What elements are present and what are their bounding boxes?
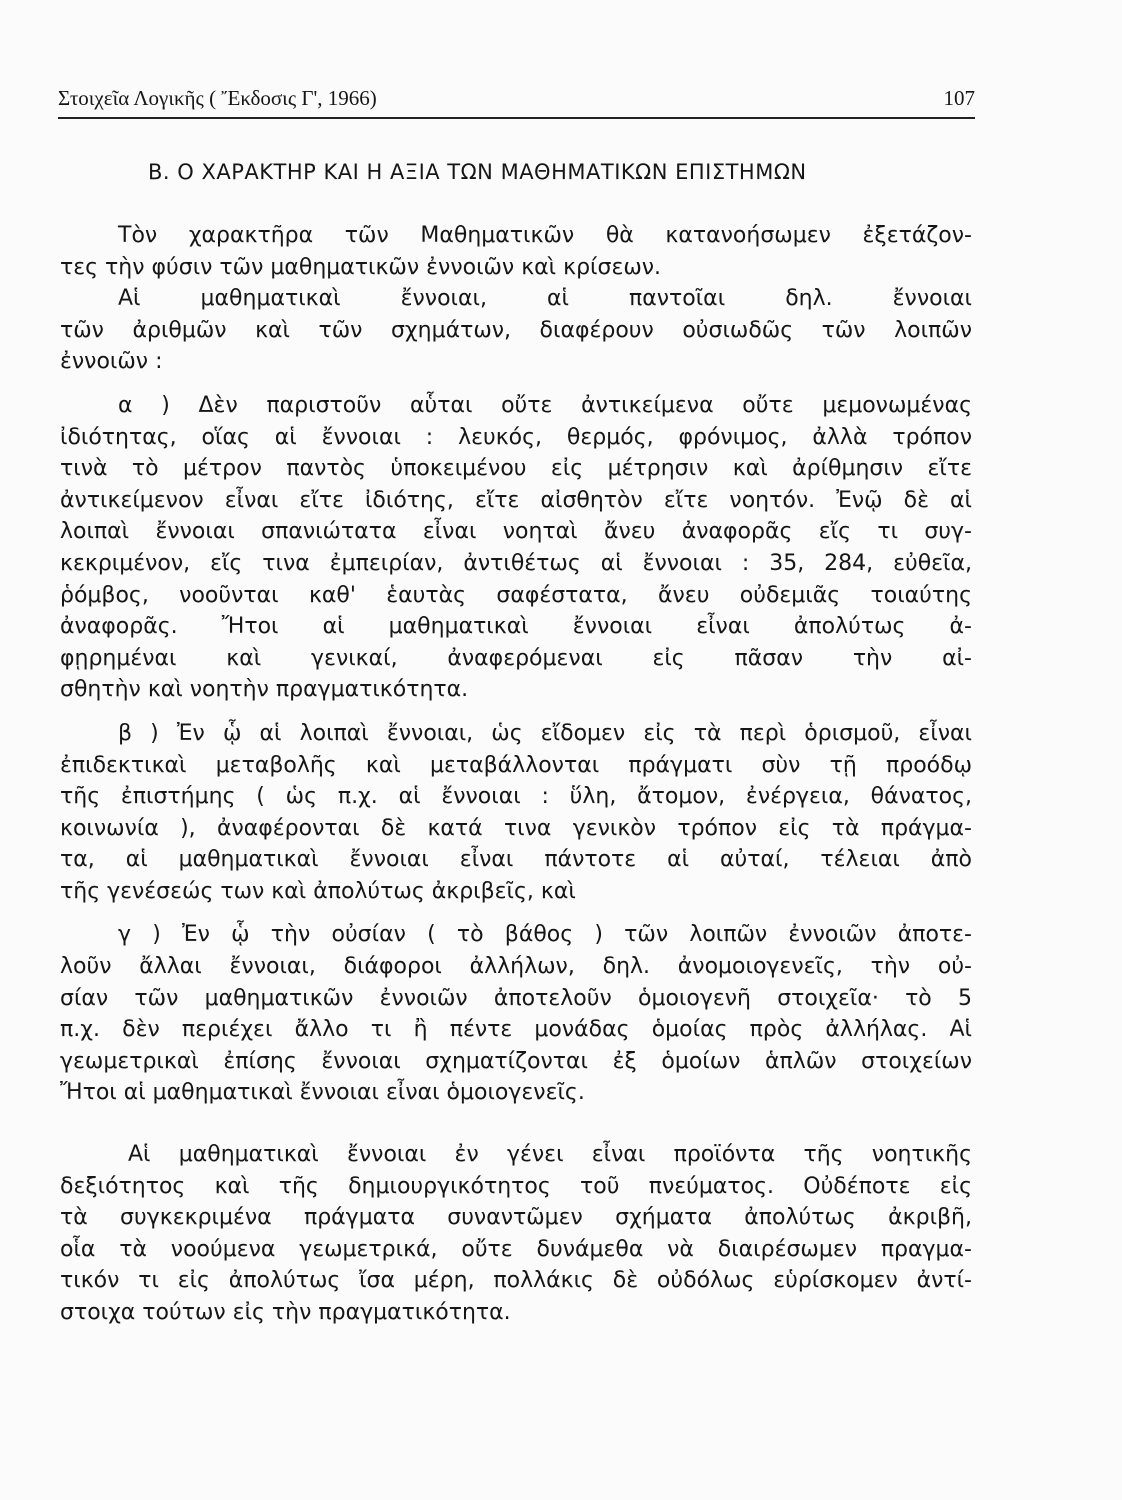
running-title: Στοιχεῖα Λογικῆς ( Ἔκδοσις Γ', 1966) bbox=[58, 86, 377, 110]
text-line: τα, αἱ μαθηματικαὶ ἔννοιαι εἶναι πάντοτε αἱ αὐταί, τέλειαι ἀπὸ bbox=[60, 847, 972, 873]
text-line: Τὸν χαρακτῆρα τῶν Μαθηματικῶν θὰ κατανοήσωμεν ἐξετάζον- bbox=[118, 223, 972, 248]
text-line: γεωμετρικαὶ ἐπίσης ἔννοιαι σχηματίζονται ἐξ ὁμοίων ἁπλῶν στοιχείων bbox=[60, 1048, 972, 1074]
text-line: ἰδιότητας, οἵας αἱ ἔννοιαι : λευκός, θερμός, φρόνιμος, ἀλλὰ τρόπον bbox=[60, 424, 972, 450]
text-line: ῥόμβος, νοοῦνται καθ' ἑαυτὰς σαφέστατα, ἄνευ οὐδεμιᾶς τοιαύτης bbox=[60, 582, 972, 608]
text-line: στοιχα τούτων εἰς τὴν πραγματικότητα. bbox=[60, 1300, 511, 1325]
text-line: λοιπαὶ ἔννοιαι σπανιώτατα εἶναι νοηταὶ ἄνευ ἀναφορᾶς εἴς τι συγ- bbox=[60, 519, 972, 545]
text-line: οἷα τὰ νοούμενα γεωμετρικά, οὔτε δυνάμεθα νὰ διαιρέσωμεν πραγμα- bbox=[60, 1236, 972, 1262]
text-line: γ ) Ἐν ᾧ τὴν οὐσίαν ( τὸ βάθος ) τῶν λοιπῶν ἐννοιῶν ἀποτε- bbox=[118, 922, 972, 948]
body-text bbox=[60, 220, 972, 1329]
text-line: ἐπιδεκτικαὶ μεταβολῆς καὶ μεταβάλλονται πράγματι σὺν τῇ προόδῳ bbox=[60, 752, 972, 778]
text-line: τῶν ἀριθμῶν καὶ τῶν σχημάτων, διαφέρουν οὐσιωδῶς τῶν λοιπῶν bbox=[60, 317, 972, 343]
page-number: 107 bbox=[943, 86, 975, 110]
text-line: λοῦν ἄλλαι ἔννοιαι, διάφοροι ἀλλήλων, δηλ. ἀνομοιογενεῖς, τὴν οὐ- bbox=[60, 954, 972, 980]
text-line: π.χ. δὲν περιέχει ἄλλο τι ἢ πέντε μονάδας ὁμοίας πρὸς ἀλλήλας. Αἱ bbox=[60, 1017, 972, 1043]
section-title: Β. Ο ΧΑΡΑΚΤΗΡ ΚΑΙ Η ΑΞΙΑ ΤΩΝ ΜΑΘΗΜΑΤΙΚΩΝ ΕΠΙΣΤΗΜΩΝ bbox=[148, 160, 807, 184]
text-line: δεξιότητος καὶ τῆς δημιουργικότητος τοῦ πνεύματος. Οὐδέποτε εἰς bbox=[60, 1173, 972, 1199]
text-line: σθητὴν καὶ νοητὴν πραγματικότητα. bbox=[60, 677, 469, 703]
text-line: Αἱ μαθηματικαὶ ἔννοιαι ἐν γένει εἶναι προϊόντα τῆς νοητικῆς bbox=[128, 1142, 972, 1168]
text-line: τες τὴν φύσιν τῶν μαθηματικῶν ἐννοιῶν καὶ κρίσεων. bbox=[60, 254, 662, 280]
header-rule bbox=[58, 117, 975, 119]
text-line: κοινωνία ), ἀναφέρονται δὲ κατά τινα γενικὸν τρόπον εἰς τὰ πράγμα- bbox=[60, 815, 972, 841]
text-line: Ἤτοι αἱ μαθηματικαὶ ἔννοιαι εἶναι ὁμοιογενεῖς. bbox=[60, 1080, 585, 1106]
text-line: κεκριμένον, εἴς τινα ἐμπειρίαν, ἀντιθέτως αἱ ἔννοιαι : 35, 284, εὐθεῖα, bbox=[60, 550, 972, 576]
text-line: τὰ συγκεκριμένα πράγματα συναντῶμεν σχήματα ἀπολύτως ἀκριβῆ, bbox=[60, 1205, 972, 1231]
text-line: τῆς γενέσεώς των καὶ ἀπολύτως ἀκριβεῖς, καὶ bbox=[60, 878, 576, 904]
running-header bbox=[58, 86, 975, 111]
text-line: β ) Ἐν ᾧ αἱ λοιπαὶ ἔννοιαι, ὡς εἴδομεν εἰς τὰ περὶ ὁρισμοῦ, εἶναι bbox=[118, 720, 972, 746]
text-line: τῆς ἐπιστήμης ( ὡς π.χ. αἱ ἔννοιαι : ὕλη, ἄτομον, ἐνέργεια, θάνατος, bbox=[60, 784, 972, 810]
text-line: ἀναφορᾶς. Ἤτοι αἱ μαθηματικαὶ ἔννοιαι εἶναι ἀπολύτως ἀ- bbox=[60, 614, 972, 640]
text-line: ἀντικείμενον εἶναι εἴτε ἰδιότης, εἴτε αἰσθητὸν εἴτε νοητόν. Ἐνῷ δὲ αἱ bbox=[60, 487, 972, 513]
text-line: τικόν τι εἰς ἀπολύτως ἴσα μέρη, πολλάκις δὲ οὐδόλως εὑρίσκομεν ἀντί- bbox=[60, 1268, 972, 1294]
text-line: Αἱ μαθηματικαὶ ἔννοιαι, αἱ παντοῖαι δηλ. ἔννοιαι bbox=[118, 286, 972, 312]
text-line: φῃρημέναι καὶ γενικαί, ἀναφερόμεναι εἰς πᾶσαν τὴν αἰ- bbox=[60, 645, 972, 671]
text-line: σίαν τῶν μαθηματικῶν ἐννοιῶν ἀποτελοῦν ὁμοιογενῆ στοιχεῖα· τὸ 5 bbox=[60, 985, 972, 1011]
text-line: α ) Δὲν παριστοῦν αὗται οὔτε ἀντικείμενα οὔτε μεμονωμένας bbox=[118, 392, 972, 418]
text-line: τινὰ τὸ μέτρον παντὸς ὑποκειμένου εἰς μέτρησιν καὶ ἀρίθμησιν εἴτε bbox=[60, 456, 972, 482]
text-line: ἐννοιῶν : bbox=[60, 349, 163, 375]
